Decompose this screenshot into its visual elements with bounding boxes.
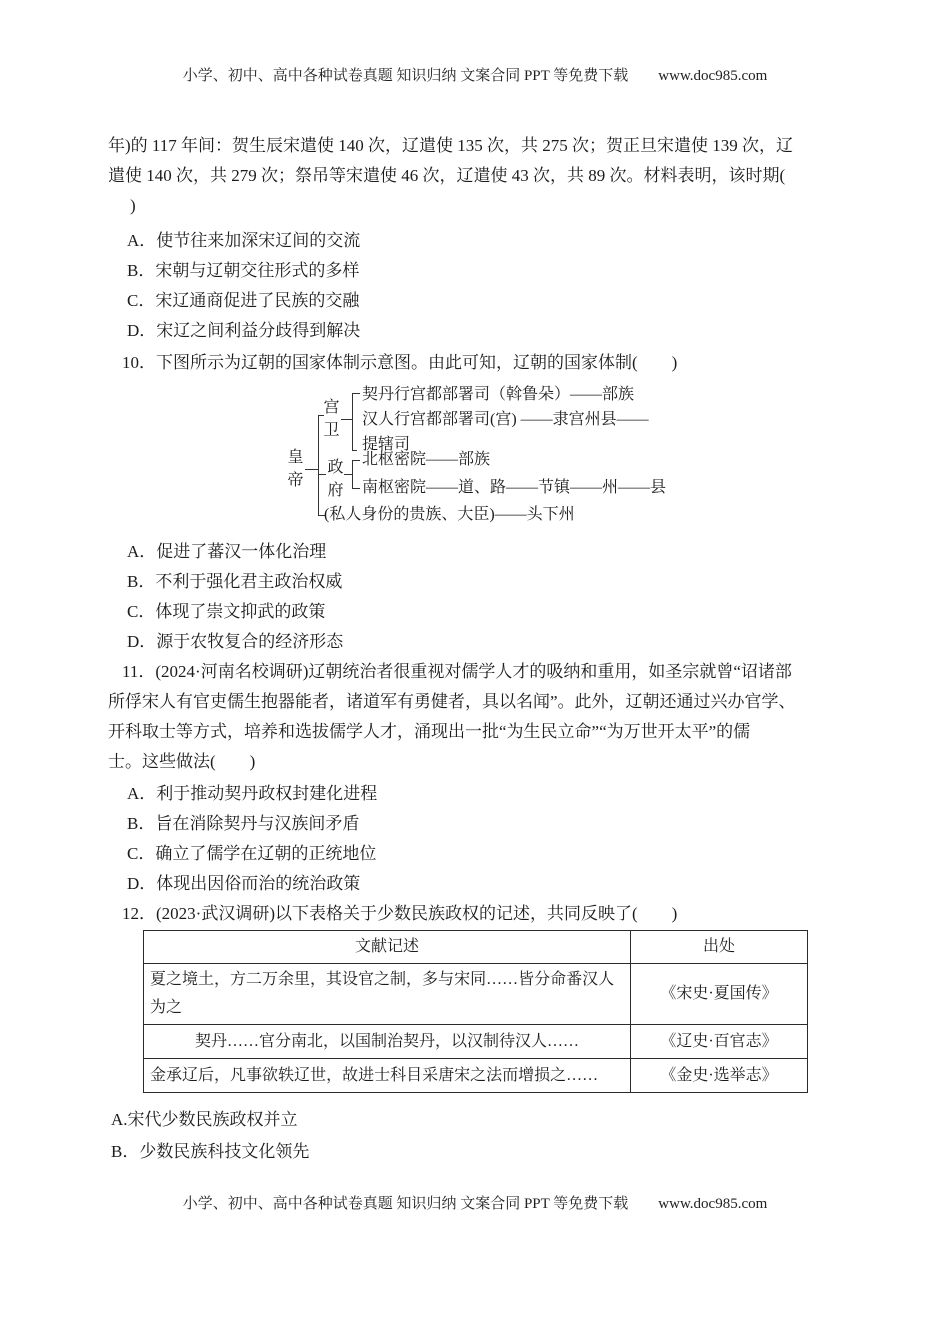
header-tagline: 小学、初中、高中各种试卷真题 知识归纳 文案合同 PPT 等免费下载 bbox=[182, 68, 629, 84]
q12-option-a: A.宋代少数民族政权并立 bbox=[111, 1110, 298, 1129]
table-cell-record: 夏之境土，方二万余里，其设官之制，多与宋同……皆分命番汉人为之 bbox=[144, 964, 631, 1025]
table-cell-record: 金承辽后，凡事欲轶辽世，故进士科目采唐宋之法而增损之…… bbox=[144, 1059, 631, 1093]
diagram-connector bbox=[318, 415, 319, 515]
q9-option-a: A．使节往来加深宋辽间的交流 bbox=[127, 231, 361, 250]
footer-url: www.doc985.com bbox=[658, 1196, 768, 1212]
q10-option-a: A．促进了蕃汉一体化治理 bbox=[127, 542, 327, 561]
table-cell-source: 《辽史·百官志》 bbox=[631, 1025, 808, 1059]
q11-option-b: B．旨在消除契丹与汉族间矛盾 bbox=[127, 814, 360, 833]
diagram-connector bbox=[352, 393, 360, 394]
header-url: www.doc985.com bbox=[658, 68, 768, 84]
table-cell-source: 《金史·选举志》 bbox=[631, 1059, 808, 1093]
diagram-branch-gongwei-label: 宫卫 bbox=[323, 399, 340, 439]
diagram-line-tixiasi: 提辖司 bbox=[362, 436, 411, 453]
q10-option-d: D．源于农牧复合的经济形态 bbox=[127, 632, 344, 651]
diagram-connector bbox=[352, 393, 353, 450]
q11-stem-line-3: 开科取士等方式，培养和选拔儒学人才，涌现出一批“为生民立命”“为万世开太平”的儒 bbox=[108, 722, 751, 741]
table-cell-record: 契丹……官分南北，以国制治契丹，以汉制待汉人…… bbox=[144, 1025, 631, 1059]
q11-stem-line-1: 11．(2024·河南名校调研)辽朝统治者很重视对儒学人才的吸纳和重用，如圣宗就曾“诏诸部 bbox=[122, 662, 792, 681]
diagram-connector bbox=[344, 474, 352, 475]
q10-option-c: C．体现了崇文抑武的政策 bbox=[127, 602, 326, 621]
q11-option-c: C．确立了儒学在辽朝的正统地位 bbox=[127, 844, 377, 863]
table-row bbox=[144, 964, 808, 1025]
q9-option-c: C．宋辽通商促进了民族的交融 bbox=[127, 291, 360, 310]
q12-option-b: B．少数民族科技文化领先 bbox=[111, 1142, 310, 1161]
diagram-connector bbox=[341, 419, 352, 420]
q11-option-a: A．利于推动契丹政权封建化进程 bbox=[127, 784, 378, 803]
q9-option-b: B．宋朝与辽朝交往形式的多样 bbox=[127, 261, 360, 280]
q12-table bbox=[143, 930, 808, 1093]
diagram-line-north-council: 北枢密院——部族 bbox=[362, 451, 491, 468]
q11-stem-line-2: 所俘宋人有官吏儒生抱器能者，诸道军有勇健者，具以名闻”。此外，辽朝还通过兴办官学、 bbox=[108, 692, 796, 711]
diagram-line-qidan: 契丹行宫都部署司（斡鲁朵）——部族 bbox=[362, 386, 635, 403]
q12-stem: 12．(2023·武汉调研)以下表格关于少数民族政权的记述，共同反映了( ) bbox=[122, 904, 678, 923]
diagram-connector bbox=[352, 460, 360, 461]
q9-text-line-2: 遣使 140 次，共 279 次；祭吊等宋遣使 46 次，辽遣使 43 次，共 89 次。材料表明，该时期( bbox=[108, 166, 786, 185]
diagram-line-private-nobles: (私人身份的贵族、大臣)——头下州 bbox=[324, 506, 575, 523]
table-row bbox=[144, 1025, 808, 1059]
table-header-record: 文献记述 bbox=[144, 931, 631, 964]
q10-option-b: B．不利于强化君主政治权威 bbox=[127, 572, 343, 591]
page-footer bbox=[0, 1192, 950, 1213]
diagram-connector bbox=[305, 469, 318, 470]
diagram-connector bbox=[352, 450, 357, 451]
q10-stem: 10．下图所示为辽朝的国家体制示意图。由此可知，辽朝的国家体制( ) bbox=[122, 353, 678, 372]
diagram-connector bbox=[318, 515, 325, 516]
table-cell-source: 《宋史·夏国传》 bbox=[631, 964, 808, 1025]
page-header bbox=[0, 64, 950, 85]
diagram-line-south-council: 南枢密院——道、路——节镇——州——县 bbox=[362, 479, 667, 496]
table-row bbox=[144, 1059, 808, 1093]
diagram-connector bbox=[352, 488, 360, 489]
table-header-row bbox=[144, 931, 808, 964]
q9-text-line-3: ) bbox=[130, 196, 136, 215]
footer-tagline: 小学、初中、高中各种试卷真题 知识归纳 文案合同 PPT 等免费下载 bbox=[182, 1196, 629, 1212]
q9-text-line-1: 年)的 117 年间：贺生辰宋遣使 140 次，辽遣使 135 次，共 275 次；贺正旦宋遣使 139 次，辽 bbox=[108, 136, 794, 155]
diagram-connector bbox=[318, 415, 324, 416]
q11-stem-line-4: 士。这些做法( ) bbox=[108, 752, 256, 771]
diagram-root-label: 皇帝 bbox=[287, 449, 304, 489]
diagram-connector bbox=[352, 460, 353, 488]
q9-option-d: D．宋辽之间利益分歧得到解决 bbox=[127, 321, 361, 340]
table-header-source: 出处 bbox=[631, 931, 808, 964]
diagram-connector bbox=[318, 474, 326, 475]
diagram-line-hanren: 汉人行宫都部署司(宫) ——隶宫州县—— bbox=[362, 411, 649, 428]
diagram-branch-zhengfu-label: 政府 bbox=[327, 459, 344, 499]
q11-option-d: D．体现出因俗而治的统治政策 bbox=[127, 874, 361, 893]
